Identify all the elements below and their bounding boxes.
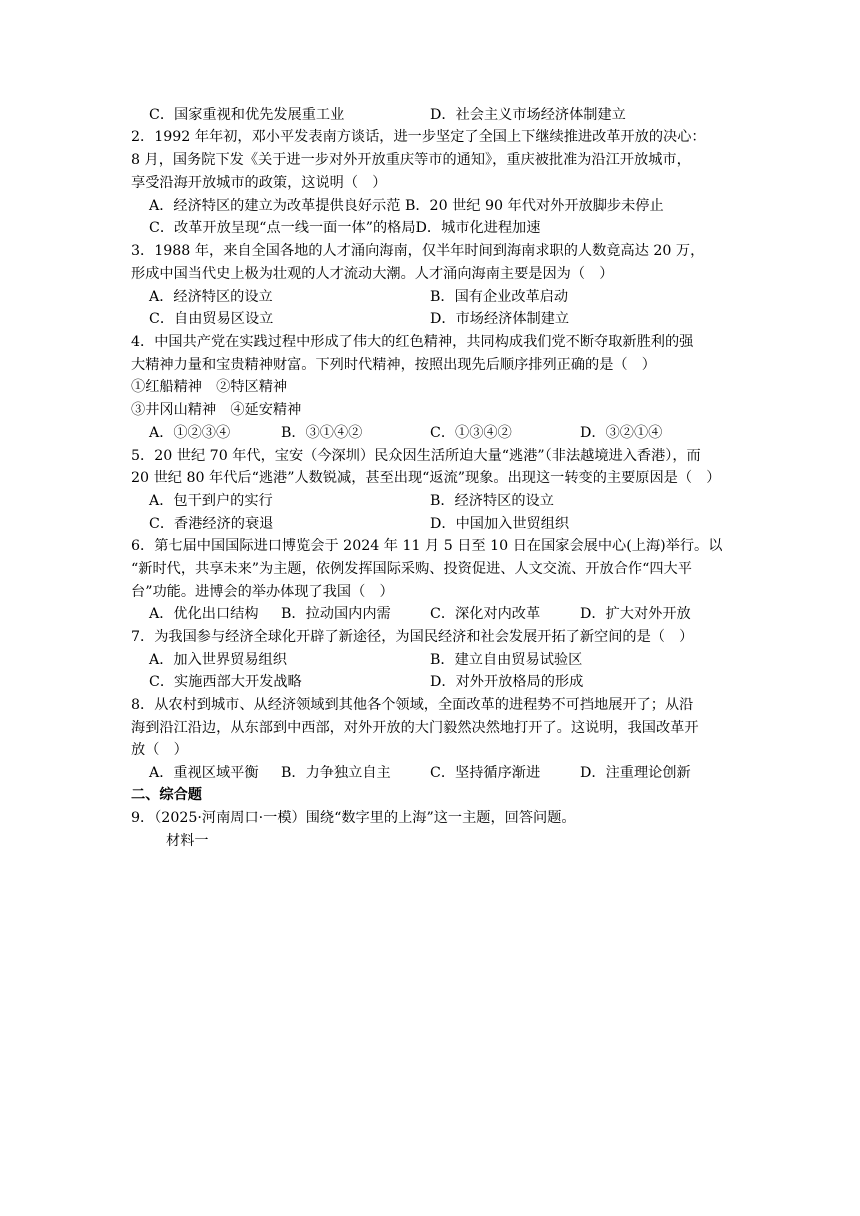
q6-stem-line-3: 台”功能。进博会的举办体现了我国（ ） xyxy=(131,584,394,600)
q7-stem-line-1: 7．为我国参与经济全球化开辟了新途径，为国民经济和社会发展开拓了新空间的是（ ） xyxy=(131,629,694,645)
q2-options-row-1: A．经济特区的建立为改革提供良好示范 B．20 世纪 90 年代对外开放脚步未停止 xyxy=(149,198,664,214)
q3-option-d: D．市场经济体制建立 xyxy=(430,311,570,327)
q6-stem-line-1: 6．第七届中国国际进口博览会于 2024 年 11 月 5 日至 10 日在国家会展中心(上海)举行。以 xyxy=(131,538,723,554)
q8-option-a: A．重视区域平衡 xyxy=(149,765,259,781)
q4-stem-line-1: 4．中国共产党在实践过程中形成了伟大的红色精神，共同构成我们党不断夺取新胜利的强 xyxy=(131,334,694,350)
q4-option-a: A．①②③④ xyxy=(149,425,231,441)
material-label: 材料一 xyxy=(166,833,209,849)
q8-stem-line-2: 海到沿江沿边，从东部到中西部，对外开放的大门毅然决然地打开了。这说明，我国改革开 xyxy=(131,720,699,736)
q5-option-b: B．经济特区的设立 xyxy=(430,493,554,509)
q5-option-a: A．包干到户的实行 xyxy=(149,493,273,509)
q3-stem-line-2: 形成中国当代史上极为壮观的人才流动大潮。人才涌向海南主要是因为（ ） xyxy=(131,266,614,282)
q2-stem-line-3: 享受沿海开放城市的政策，这说明（ ） xyxy=(131,175,387,191)
q4-stem-line-2: 大精神力量和宝贵精神财富。下列时代精神，按照出现先后顺序排列正确的是（ ） xyxy=(131,357,656,373)
q6-option-b: B．拉动国内内需 xyxy=(281,606,391,622)
q2-options-row-2: C．改革开放呈现“点一线一面一体”的格局D．城市化进程加速 xyxy=(149,220,541,236)
q2-stem-line-1: 2．1992 年年初，邓小平发表南方谈话，进一步坚定了全国上下继续推进改革开放的决心： xyxy=(131,129,706,145)
q1-option-d: D．社会主义市场经济体制建立 xyxy=(430,107,626,123)
q4-item-row-2: ③井冈山精神 ④延安精神 xyxy=(131,402,302,418)
q7-option-c: C．实施西部大开发战略 xyxy=(149,674,302,690)
q2-stem-line-2: 8 月，国务院下发《关于进一步对外开放重庆等市的通知》，重庆被批准为沿江开放城市， xyxy=(131,152,691,168)
q4-item-row-1: ①红船精神 ②特区精神 xyxy=(131,379,288,395)
q8-stem-line-1: 8．从农村到城市、从经济领域到其他各个领域，全面改革的进程势不可挡地展开了；从沿 xyxy=(131,697,694,713)
q8-option-d: D．注重理论创新 xyxy=(580,765,691,781)
q5-option-c: C．香港经济的衰退 xyxy=(149,516,274,532)
q3-option-b: B．国有企业改革启动 xyxy=(430,289,569,305)
q4-option-d: D．③②①④ xyxy=(580,425,663,441)
q5-option-d: D．中国加入世贸组织 xyxy=(430,516,570,532)
q6-option-a: A．优化出口结构 xyxy=(149,606,259,622)
q8-option-b: B．力争独立自主 xyxy=(281,765,391,781)
q3-option-c: C．自由贸易区设立 xyxy=(149,311,274,327)
q7-option-b: B．建立自由贸易试验区 xyxy=(430,652,583,668)
q4-option-b: B．③①④② xyxy=(281,425,363,441)
q5-stem-line-1: 5．20 世纪 70 年代，宝安（今深圳）民众因生活所迫大量“逃港”（非法越境进入香港），而 xyxy=(131,448,701,464)
section-heading: 二、综合题 xyxy=(131,787,202,803)
q8-stem-line-3: 放（ ） xyxy=(131,742,188,758)
q5-stem-line-2: 20 世纪 80 年代后“逃港”人数锐减，甚至出现“返流”现象。出现这一转变的主要原因是（ ） xyxy=(131,470,721,486)
q6-option-c: C．深化对内改革 xyxy=(430,606,541,622)
q3-stem-line-1: 3．1988 年，来自全国各地的人才涌向海南，仅半年时间到海南求职的人数竟高达 20 万， xyxy=(131,243,705,259)
q7-option-a: A．加入世界贸易组织 xyxy=(149,652,287,668)
q6-stem-line-2: “新时代，共享未来”为主题，依例发挥国际采购、投资促进、人文交流、开放合作“四大平 xyxy=(131,561,692,577)
q7-option-d: D．对外开放格局的形成 xyxy=(430,674,584,690)
q1-option-c: C．国家重视和优先发展重工业 xyxy=(149,107,345,123)
q6-option-d: D．扩大对外开放 xyxy=(580,606,691,622)
q9-stem: 9．（2025·河南周口·一模）围绕“数字里的上海”这一主题，回答问题。 xyxy=(131,810,576,826)
q8-option-c: C．坚持循序渐进 xyxy=(430,765,541,781)
q4-option-c: C．①③④② xyxy=(430,425,512,441)
q3-option-a: A．经济特区的设立 xyxy=(149,289,273,305)
